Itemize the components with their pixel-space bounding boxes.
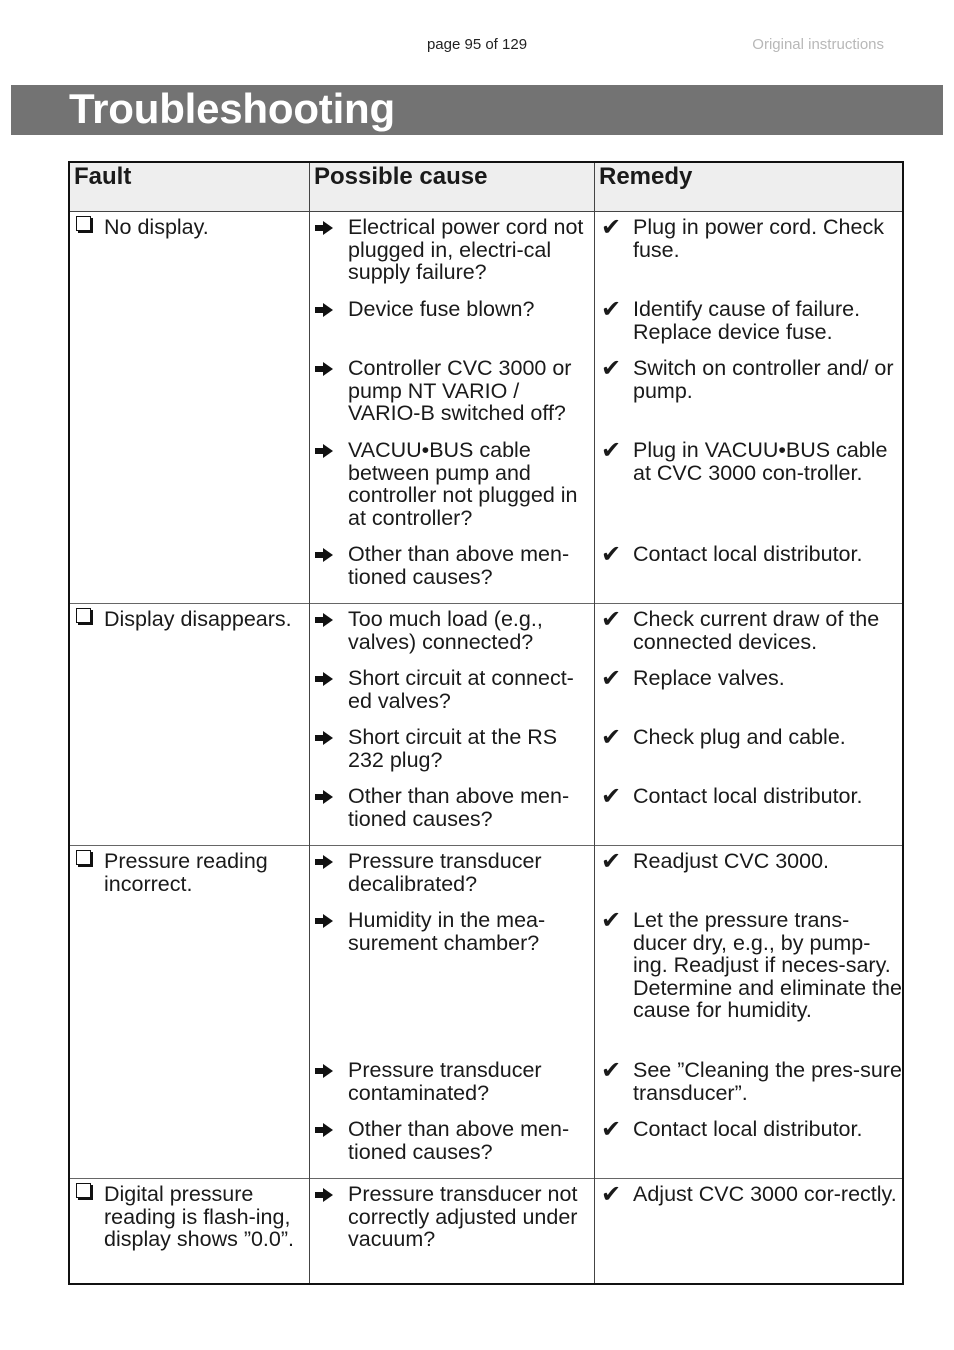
page-title: Troubleshooting [69, 85, 395, 132]
cause-item [310, 608, 594, 667]
fault-item [70, 846, 309, 895]
arrow-right-icon [314, 357, 338, 377]
cause-item [310, 357, 594, 439]
fault-cell [69, 1179, 310, 1285]
remedy-text: Plug in VACUU•BUS cable at CVC 3000 con-troller. [633, 438, 888, 485]
remedy-cell [595, 846, 904, 1179]
cause-text: Pressure transducer contaminated? [348, 1058, 542, 1105]
checkbox-square-icon [74, 1179, 98, 1198]
table-row [69, 1179, 903, 1285]
arrow-right-icon [314, 608, 338, 628]
fault-text: Digital pressure reading is flash-ing, display shows ”0.0”. [104, 1182, 294, 1251]
checkmark-icon: ✔ [600, 906, 622, 934]
column-header-remedy: Remedy [595, 162, 904, 212]
cause-text: Other than above men-tioned causes? [348, 1117, 570, 1164]
table-header-row [69, 162, 903, 212]
remedy-item [595, 906, 902, 1059]
arrow-right-icon [314, 439, 338, 459]
remedy-cell [595, 1179, 904, 1285]
cause-item [310, 1118, 594, 1170]
remedy-cell [595, 604, 904, 846]
remedy-item [595, 605, 902, 667]
checkbox-square-icon [74, 846, 98, 865]
fault-cell [69, 604, 310, 846]
checkmark-icon: ✔ [600, 847, 622, 875]
remedy-text: Check current draw of the connected devices. [633, 607, 880, 654]
remedy-text: Plug in power cord. Check fuse. [633, 215, 884, 262]
remedy-item [595, 847, 902, 909]
fault-cell [69, 212, 310, 604]
cause-text: Humidity in the mea-surement chamber? [348, 908, 546, 955]
remedy-item [595, 354, 902, 439]
remedy-text: Switch on controller and/ or pump. [633, 356, 894, 403]
cause-item [310, 909, 594, 1059]
cause-text: Other than above men-tioned causes? [348, 542, 570, 589]
cause-item [310, 298, 594, 357]
checkmark-icon: ✔ [600, 1180, 622, 1208]
cause-text: Device fuse blown? [348, 297, 535, 321]
remedy-item [595, 1056, 902, 1118]
cause-cell [310, 212, 595, 604]
fault-text: Display disappears. [104, 607, 292, 631]
checkmark-icon: ✔ [600, 664, 622, 692]
fault-item [70, 604, 309, 631]
fault-cell [69, 846, 310, 1179]
cause-item [310, 216, 594, 298]
table-row [69, 846, 903, 1179]
cause-cell [310, 1179, 595, 1285]
fault-text: No display. [104, 215, 209, 239]
checkmark-icon: ✔ [600, 436, 622, 464]
title-banner [11, 85, 943, 135]
column-header-fault: Fault [69, 162, 310, 212]
checkmark-icon: ✔ [600, 1056, 622, 1084]
checkmark-icon: ✔ [600, 213, 622, 241]
remedy-text: Contact local distributor. [633, 1117, 863, 1141]
checkmark-icon: ✔ [600, 605, 622, 633]
remedy-text: Adjust CVC 3000 cor-rectly. [633, 1182, 897, 1206]
remedy-item [595, 1115, 902, 1170]
remedy-text: Readjust CVC 3000. [633, 849, 829, 873]
page-number: page 95 of 129 [426, 36, 528, 53]
remedy-text: See ”Cleaning the pres-sure transducer”. [633, 1058, 902, 1105]
remedy-text: Check plug and cable. [633, 725, 846, 749]
remedy-item [595, 436, 902, 543]
arrow-right-icon [314, 850, 338, 870]
checkmark-icon: ✔ [600, 782, 622, 810]
fault-text: Pressure reading incorrect. [104, 849, 268, 896]
remedy-item [595, 295, 902, 357]
arrow-right-icon [314, 909, 338, 929]
fault-item [70, 1179, 309, 1251]
cause-cell [310, 846, 595, 1179]
arrow-right-icon [314, 1118, 338, 1138]
arrow-right-icon [314, 1183, 338, 1203]
checkmark-icon: ✔ [600, 540, 622, 568]
arrow-right-icon [314, 726, 338, 746]
remedy-item [595, 1180, 902, 1275]
remedy-text: Replace valves. [633, 666, 785, 690]
cause-text: Other than above men-tioned causes? [348, 784, 570, 831]
remedy-text: Let the pressure trans-ducer dry, e.g., by pump-ing. Readjust if neces-sary. Determine and eliminate the cause for humidity. [633, 908, 902, 1022]
remedy-item [595, 540, 902, 595]
cause-item [310, 543, 594, 595]
arrow-right-icon [314, 543, 338, 563]
cause-item [310, 1059, 594, 1118]
remedy-cell [595, 212, 904, 604]
cause-text: VACUU•BUS cable between pump and controller not plugged in at controller? [348, 438, 578, 530]
cause-item [310, 726, 594, 785]
remedy-item [595, 213, 902, 298]
cause-text: Pressure transducer decalibrated? [348, 849, 542, 896]
column-header-possible-cause: Possible cause [310, 162, 595, 212]
arrow-right-icon [314, 1059, 338, 1079]
table-row [69, 212, 903, 604]
cause-item [310, 785, 594, 837]
arrow-right-icon [314, 298, 338, 318]
document-type-label: Original instructions [752, 36, 884, 53]
cause-text: Short circuit at connect-ed valves? [348, 666, 574, 713]
arrow-right-icon [314, 216, 338, 236]
cause-text: Electrical power cord not plugged in, electri-cal supply failure? [348, 215, 584, 284]
troubleshooting-table [68, 161, 904, 1285]
table-row [69, 604, 903, 846]
remedy-item [595, 723, 902, 785]
cause-item [310, 667, 594, 726]
checkmark-icon: ✔ [600, 354, 622, 382]
remedy-text: Contact local distributor. [633, 784, 863, 808]
cause-text: Too much load (e.g., valves) connected? [348, 607, 543, 654]
cause-text: Controller CVC 3000 or pump NT VARIO / VARIO-B switched off? [348, 356, 572, 425]
cause-cell [310, 604, 595, 846]
cause-item [310, 850, 594, 909]
remedy-item [595, 664, 902, 726]
checkmark-icon: ✔ [600, 723, 622, 751]
remedy-text: Identify cause of failure. Replace device fuse. [633, 297, 861, 344]
arrow-right-icon [314, 785, 338, 805]
remedy-text: Contact local distributor. [633, 542, 863, 566]
checkmark-icon: ✔ [600, 1115, 622, 1143]
remedy-item [595, 782, 902, 837]
checkbox-square-icon [74, 604, 98, 623]
arrow-right-icon [314, 667, 338, 687]
checkmark-icon: ✔ [600, 295, 622, 323]
fault-item [70, 212, 309, 239]
checkbox-square-icon [74, 212, 98, 231]
cause-text: Pressure transducer not correctly adjusted under vacuum? [348, 1182, 578, 1251]
cause-text: Short circuit at the RS 232 plug? [348, 725, 558, 772]
cause-item [310, 1183, 594, 1275]
cause-item [310, 439, 594, 543]
